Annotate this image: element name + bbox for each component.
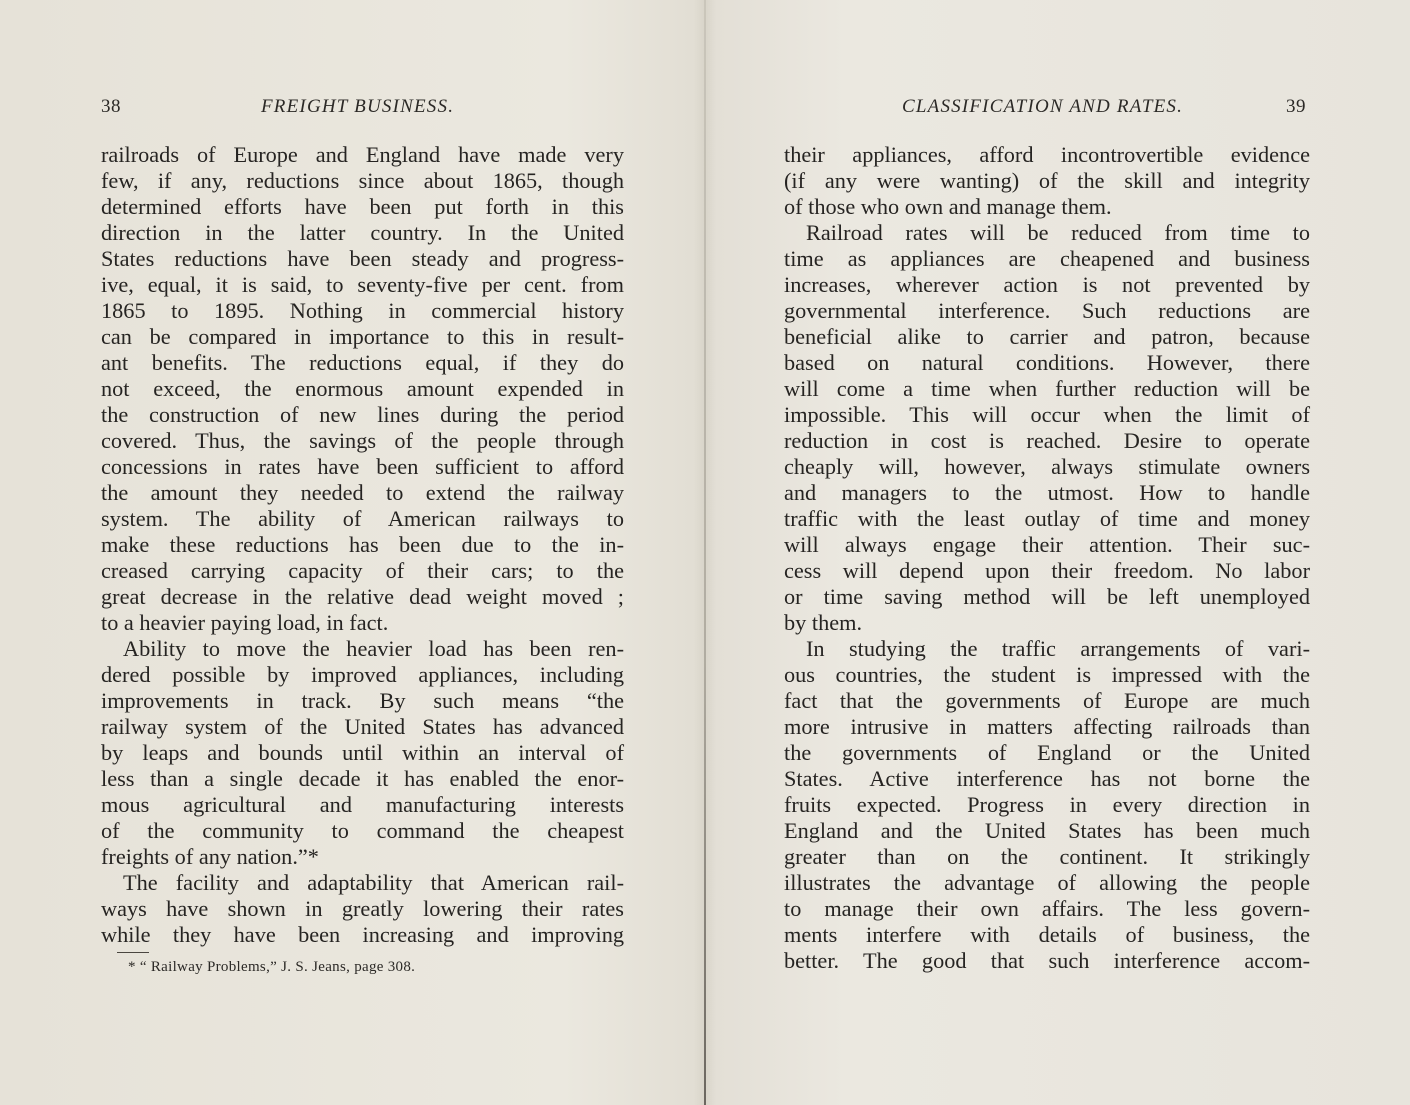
text-line: railroads of Europe and England have made very (101, 142, 624, 167)
text-line: can be compared in importance to this in result- (101, 324, 624, 349)
text-line: States. Active interference has not borne the (784, 766, 1310, 791)
right-page (705, 0, 1410, 1105)
footnote: * “ Railway Problems,” J. S. Jeans, page 308. (128, 959, 416, 975)
page-number: 39 (1286, 96, 1306, 117)
footnote-rule (117, 952, 149, 953)
text-line: of the community to command the cheapest (101, 818, 624, 843)
text-line: (if any were wanting) of the skill and integrity (784, 168, 1310, 193)
text-line: direction in the latter country. In the United (101, 220, 624, 245)
text-line: determined efforts have been put forth in this (101, 194, 624, 219)
text-line: ant benefits. The reductions equal, if they do (101, 350, 624, 375)
text-line: while they have been increasing and improving (101, 922, 624, 947)
text-line: dered possible by improved appliances, including (101, 662, 624, 687)
text-line: fact that the governments of Europe are much (784, 688, 1310, 713)
text-line: beneficial alike to carrier and patron, because (784, 324, 1310, 349)
text-line: by them. (784, 610, 863, 635)
text-line: by leaps and bounds until within an interval of (101, 740, 624, 765)
text-line: not exceed, the enormous amount expended in (101, 376, 624, 401)
text-line: time as appliances are cheapened and business (784, 246, 1310, 271)
text-line: make these reductions has been due to the in- (101, 532, 624, 557)
text-line: cess will depend upon their freedom. No labor (784, 558, 1310, 583)
left-page-body (101, 142, 624, 948)
text-line: few, if any, reductions since about 1865, though (101, 168, 624, 193)
text-line: States reductions have been steady and progress- (101, 246, 624, 271)
text-line: and managers to the utmost. How to handle (784, 480, 1310, 505)
text-line: mous agricultural and manufacturing interests (101, 792, 624, 817)
text-line: Ability to move the heavier load has been ren- (123, 636, 624, 661)
text-line: reduction in cost is reached. Desire to operate (784, 428, 1310, 453)
text-line: to a heavier paying load, in fact. (101, 610, 389, 635)
text-line: their appliances, afford incontrovertible evidence (784, 142, 1310, 167)
text-line: ments interfere with details of business, the (784, 922, 1310, 947)
text-line: system. The ability of American railways to (101, 506, 624, 531)
text-line: traffic with the least outlay of time and money (784, 506, 1310, 531)
text-line: England and the United States has been much (784, 818, 1310, 843)
running-head: FREIGHT BUSINESS. (261, 96, 455, 117)
text-line: will come a time when further reduction will be (784, 376, 1310, 401)
text-line: greater than on the continent. It strikingly (784, 844, 1310, 869)
text-line: more intrusive in matters affecting railroads than (784, 714, 1310, 739)
page-number: 38 (101, 96, 121, 117)
running-head: CLASSIFICATION AND RATES. (902, 96, 1184, 117)
text-line: of those who own and manage them. (784, 194, 1112, 219)
text-line: the amount they needed to extend the railway (101, 480, 624, 505)
text-line: ways have shown in greatly lowering their rates (101, 896, 624, 921)
text-line: railway system of the United States has advanced (101, 714, 624, 739)
left-page-header (101, 96, 463, 122)
text-line: freights of any nation.”* (101, 844, 319, 869)
text-line: impossible. This will occur when the limit of (784, 402, 1310, 427)
text-line: fruits expected. Progress in every direction in (784, 792, 1310, 817)
text-line: the construction of new lines during the period (101, 402, 624, 427)
text-line: The facility and adaptability that American rail- (123, 870, 624, 895)
text-line: increases, wherever action is not prevented by (784, 272, 1310, 297)
text-line: ous countries, the student is impressed with the (784, 662, 1310, 687)
right-page-body (784, 142, 1310, 974)
text-line: illustrates the advantage of allowing the people (784, 870, 1310, 895)
text-line: based on natural conditions. However, there (784, 350, 1310, 375)
text-line: creased carrying capacity of their cars; to the (101, 558, 624, 583)
text-line: great decrease in the relative dead weight moved ; (101, 584, 624, 609)
text-line: ive, equal, it is said, to seventy-five per cent. from (101, 272, 624, 297)
text-line: to manage their own affairs. The less govern- (784, 896, 1310, 921)
text-line: 1865 to 1895. Nothing in commercial history (101, 298, 624, 323)
right-page-header (902, 96, 1306, 122)
text-line: governmental interference. Such reductions are (784, 298, 1310, 323)
text-line: or time saving method will be left unemployed (784, 584, 1310, 609)
text-line: better. The good that such interference accom- (784, 948, 1310, 973)
text-line: less than a single decade it has enabled the enor- (101, 766, 624, 791)
text-line: cheaply will, however, always stimulate owners (784, 454, 1310, 479)
text-line: improvements in track. By such means “the (101, 688, 624, 713)
text-line: In studying the traffic arrangements of vari- (806, 636, 1310, 661)
text-line: concessions in rates have been sufficient to afford (101, 454, 624, 479)
text-line: will always engage their attention. Their suc- (784, 532, 1310, 557)
text-line: covered. Thus, the savings of the people through (101, 428, 624, 453)
text-line: the governments of England or the United (784, 740, 1310, 765)
text-line: Railroad rates will be reduced from time to (806, 220, 1310, 245)
